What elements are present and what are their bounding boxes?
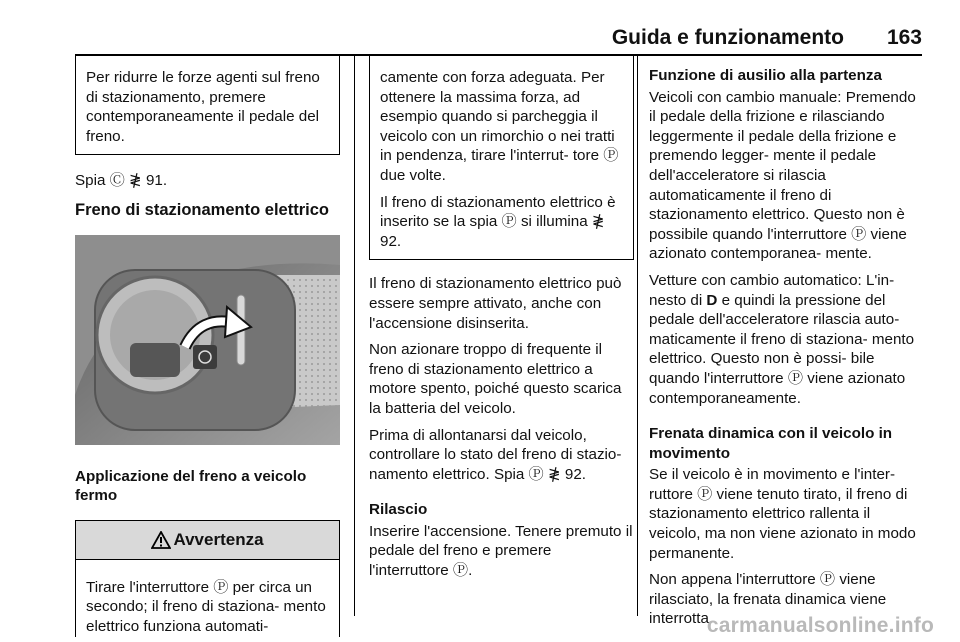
subsection-title: Applicazione del freno a veicolo fermo — [75, 467, 307, 505]
column-1 — [75, 66, 340, 637]
rilascio-text: Inserire l'accensione. Tenere premuto il pedale del freno e premere l'interruttore Ⓟ. — [369, 522, 633, 580]
warning-continuation-text-2: Il freno di stazionamento elettrico è inserito se la spia Ⓟ si illumina ≹ 92. — [380, 193, 616, 250]
section-title: Freno di stazionamento elettrico — [75, 200, 329, 219]
warning-continuation-box — [369, 56, 634, 260]
watermark-logo: carmanualsonline.info — [706, 614, 934, 637]
brake-switch-image — [75, 235, 340, 445]
warning-box — [75, 520, 340, 637]
page-header — [75, 16, 922, 56]
paragraph: Non appena l'interruttore Ⓟ viene rilasciato, la frenata dinamica viene interrotta. — [649, 571, 887, 628]
warning-header — [76, 521, 339, 560]
paragraph-part: Vetture con cambio automatico: L'in- nesto di — [649, 271, 895, 309]
brake-switch-illustration — [75, 235, 340, 445]
warning-continuation-text: camente con forza adeguata. Per ottenere la massima forza, ad esempio quando si parcheggia il veicolo con un rimorchio o nei tratti in pendenza, tirare l'interrut- tore Ⓟ due volte. — [380, 69, 619, 184]
section-heading: Funzione di ausilio alla partenza — [649, 67, 882, 84]
page-number: 163 — [886, 26, 922, 49]
paragraph: Non azionare troppo di frequente il freno di stazionamento elettrico a motore spento, poiché questo scarica la batteria del veicolo. — [369, 341, 622, 417]
warning-text: Tirare l'interruttore Ⓟ per circa un secondo; il freno di staziona- mento elettrico funziona automati- — [86, 578, 326, 635]
gear-d-label: D — [706, 291, 718, 309]
warning-title: Avvertenza — [173, 529, 264, 549]
paragraph-part: e quindi la pressione del pedale dell'acceleratore rilascia auto- maticamente il freno di staziona- mento elettrico. Questo non è possi- bile quando l'interruttore Ⓟ viene azionato contemporaneamente. — [649, 291, 915, 407]
spia-reference: Spia Ⓒ ≹ 91. — [75, 172, 168, 190]
column-divider — [637, 56, 638, 616]
note-box — [75, 56, 340, 155]
paragraph: Se il veicolo è in movimento e l'inter- ruttore Ⓟ viene tenuto tirato, il freno di stazionamento elettrico rallenta il veicolo, ma non viene azionato in modo permanente. — [649, 466, 916, 562]
paragraph: Prima di allontanarsi dal veicolo, controllare lo stato del freno di stazio- namento elettrico. Spia Ⓟ ≹ 92. — [369, 426, 622, 483]
note-text: Per ridurre le forze agenti sul freno di stazionamento, premere contemporaneamente il pedale del freno. — [86, 69, 320, 145]
warning-body — [76, 560, 339, 637]
column-3 — [649, 66, 924, 636]
paragraph: Veicoli con cambio manuale: Premendo il pedale della frizione e rilasciando leggermente il pedale della frizione e premendo legger- mente il pedale dell'acceleratore si rilascia automaticamente il freno di stazionamento elettrico. Questo non è possibile quando l'interruttore Ⓟ viene azionato contemporanea- mente. — [649, 88, 916, 263]
header-title: Guida e funzionamento — [611, 26, 844, 49]
paragraph — [649, 271, 924, 408]
rilascio-title: Rilascio — [369, 501, 428, 519]
column-2 — [369, 66, 634, 588]
section-heading: Frenata dinamica con il veicolo in movimento — [649, 425, 893, 462]
warning-icon — [151, 531, 171, 549]
paragraph: Il freno di stazionamento elettrico può essere sempre attivato, anche con l'accensione disinserita. — [369, 275, 622, 332]
column-divider — [354, 56, 355, 616]
